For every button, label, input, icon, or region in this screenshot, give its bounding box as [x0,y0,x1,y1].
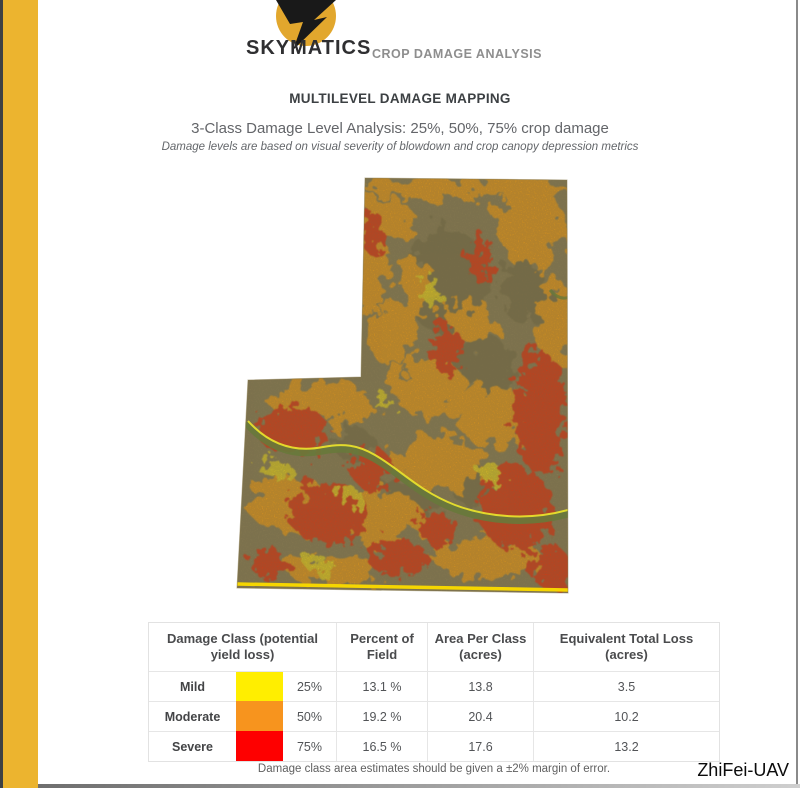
legend-swatch-column [236,672,283,761]
report-type-label: CROP DAMAGE ANALYSIS [372,47,542,61]
yield-loss-value: 75% [296,739,323,754]
severe-color-swatch [236,731,283,761]
severe-percent-of-field: 16.5 % [336,731,427,761]
col-header-percent-of-field: Percent of Field [336,623,427,671]
col-header-equivalent-total-loss: Equivalent Total Loss (acres) [533,623,719,671]
margin-of-error-note: Damage class area estimates should be given a ±2% margin of error. [257,763,611,775]
mild-percent-of-field: 13.1 % [336,671,427,701]
col-header-area-per-class: Area Per Class (acres) [427,623,533,671]
damage-class-label: Severe [171,739,213,754]
watermark-label: ZhiFei-UAV [697,760,789,780]
page-title: MULTILEVEL DAMAGE MAPPING [289,91,511,106]
mild-color-swatch [236,672,283,701]
left-accent-bar [3,0,38,788]
damage-class-label: Moderate [164,709,221,724]
mild-area-per-class: 13.8 [427,671,533,701]
moderate-percent-of-field: 19.2 % [336,701,427,731]
col-header-damage-class: Damage Class (potential yield loss) [167,631,318,662]
field-texture-grain [233,173,573,597]
brand-name: SKYMATICS [246,37,372,59]
right-edge-line [796,0,798,788]
severe-equivalent-total-loss: 13.2 [533,731,719,761]
moderate-color-swatch [236,701,283,731]
page-subtitle: 3-Class Damage Level Analysis: 25%, 50%, 75% crop damage [191,120,609,137]
moderate-area-per-class: 20.4 [427,701,533,731]
damage-summary-table [148,622,720,762]
damage-map-image [233,173,573,597]
yield-loss-value: 25% [296,679,323,694]
mild-equivalent-total-loss: 3.5 [533,671,719,701]
moderate-equivalent-total-loss: 10.2 [533,701,719,731]
bottom-edge-strip [38,784,800,788]
severe-area-per-class: 17.6 [427,731,533,761]
damage-class-label: Mild [180,679,205,694]
methodology-note: Damage levels are based on visual severity of blowdown and crop canopy depression metrics [161,141,639,153]
yield-loss-value: 50% [296,709,323,724]
